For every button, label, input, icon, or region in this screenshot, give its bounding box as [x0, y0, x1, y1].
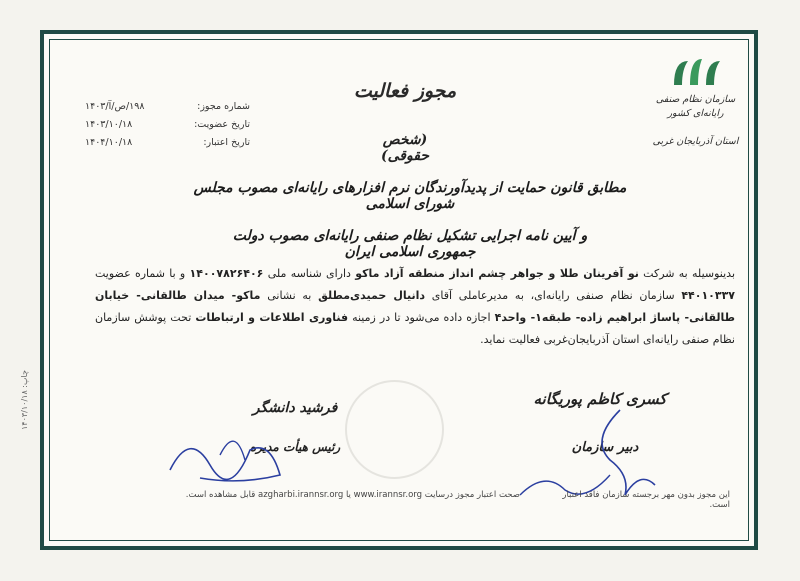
org-name: سازمان نظام صنفی رایانه‌ای کشور	[655, 94, 736, 119]
body-text-4: سازمان نظام صنفی رایانه‌ای، به مدیرعاملی آقای	[425, 289, 682, 302]
body-text-1: بدینوسیله به شرکت	[638, 267, 736, 280]
org-province: استان آذربایجان غربی	[652, 136, 739, 147]
body-text-6: اجازه داده می‌شود تا در زمینه	[348, 311, 495, 324]
validity-date-row	[85, 134, 250, 152]
manager-name: دانیال حمیدی‌مطلق	[318, 289, 426, 302]
license-number-row	[85, 98, 250, 116]
law-line-2: و آیین نامه اجرایی تشکیل نظام صنفی رایانه‌ای مصوب دولت جمهوری اسلامی ایران	[232, 228, 588, 260]
certificate-title: مجوز فعالیت	[353, 80, 457, 102]
membership-date-value: ۱۴۰۳/۱۰/۱۸	[85, 119, 133, 130]
person-type: (شخص حقوقی)	[381, 132, 429, 164]
stamp-note: این مجوز بدون مهر برجسته سازمان فاقد اعتبار است.	[562, 490, 730, 510]
law-line-1: مطابق قانون حمایت از پدیدآورندگان نرم افزارهای رایانه‌ای مصوب مجلس شورای اسلامی	[193, 180, 627, 212]
signature-left-icon	[160, 420, 310, 490]
org-logo-block	[648, 55, 743, 149]
body-text-2: دارای شناسه ملی	[263, 267, 356, 280]
body-text-7: تحت پوشش سازمان نظام صنفی رایانه‌ای استان آذربایجان‌غربی فعالیت نماید.	[95, 311, 735, 346]
certificate-body	[95, 263, 735, 351]
embossed-seal	[345, 380, 444, 479]
body-text-3: و با شماره عضویت	[95, 267, 190, 280]
national-id: ۱۴۰۰۷۸۲۶۴۰۶	[189, 267, 264, 280]
membership-number: ۴۴۰۱۰۳۳۷	[681, 289, 736, 302]
signatory-right-role: دبیر سازمان	[571, 440, 639, 455]
signatory-right-name: کسری کاظم پوریگانه	[533, 390, 667, 408]
membership-date-row	[85, 116, 250, 134]
company-name: نو آفرینان طلا و جواهر چشم انداز منطقه آزاد ماکو	[355, 267, 639, 280]
license-number-label: شماره مجوز:	[197, 101, 250, 112]
signatory-left-role: رئیس هیأت مدیره	[249, 440, 341, 454]
org-logo-icon	[666, 55, 726, 89]
print-date-stamp: چاپ: ۱۴۰۳/۱۰/۱۸	[20, 370, 29, 430]
license-number-value: ۱۹۸/ص/آ/۱۴۰۳	[85, 101, 145, 112]
validity-note: صحت اعتبار مجوز درسایت www.irannsr.org یا azgharbi.irannsr.org قابل مشاهده است.	[185, 490, 520, 500]
certificate-meta	[85, 98, 250, 152]
signatory-left-name: فرشید دانشگر	[252, 400, 338, 416]
validity-date-label: تاریخ اعتبار:	[203, 137, 250, 148]
address: ماکو- میدان طالقانی- خیابان طالقانی- پاساژ ابراهیم زاده- طبقه۱- واحد۴	[95, 289, 736, 324]
validity-date-value: ۱۴۰۴/۱۰/۱۸	[85, 137, 133, 148]
body-text-5: به نشانی	[260, 289, 319, 302]
activity-field: فناوری اطلاعات و ارتباطات	[195, 311, 349, 324]
membership-date-label: تاریخ عضویت:	[194, 119, 250, 130]
